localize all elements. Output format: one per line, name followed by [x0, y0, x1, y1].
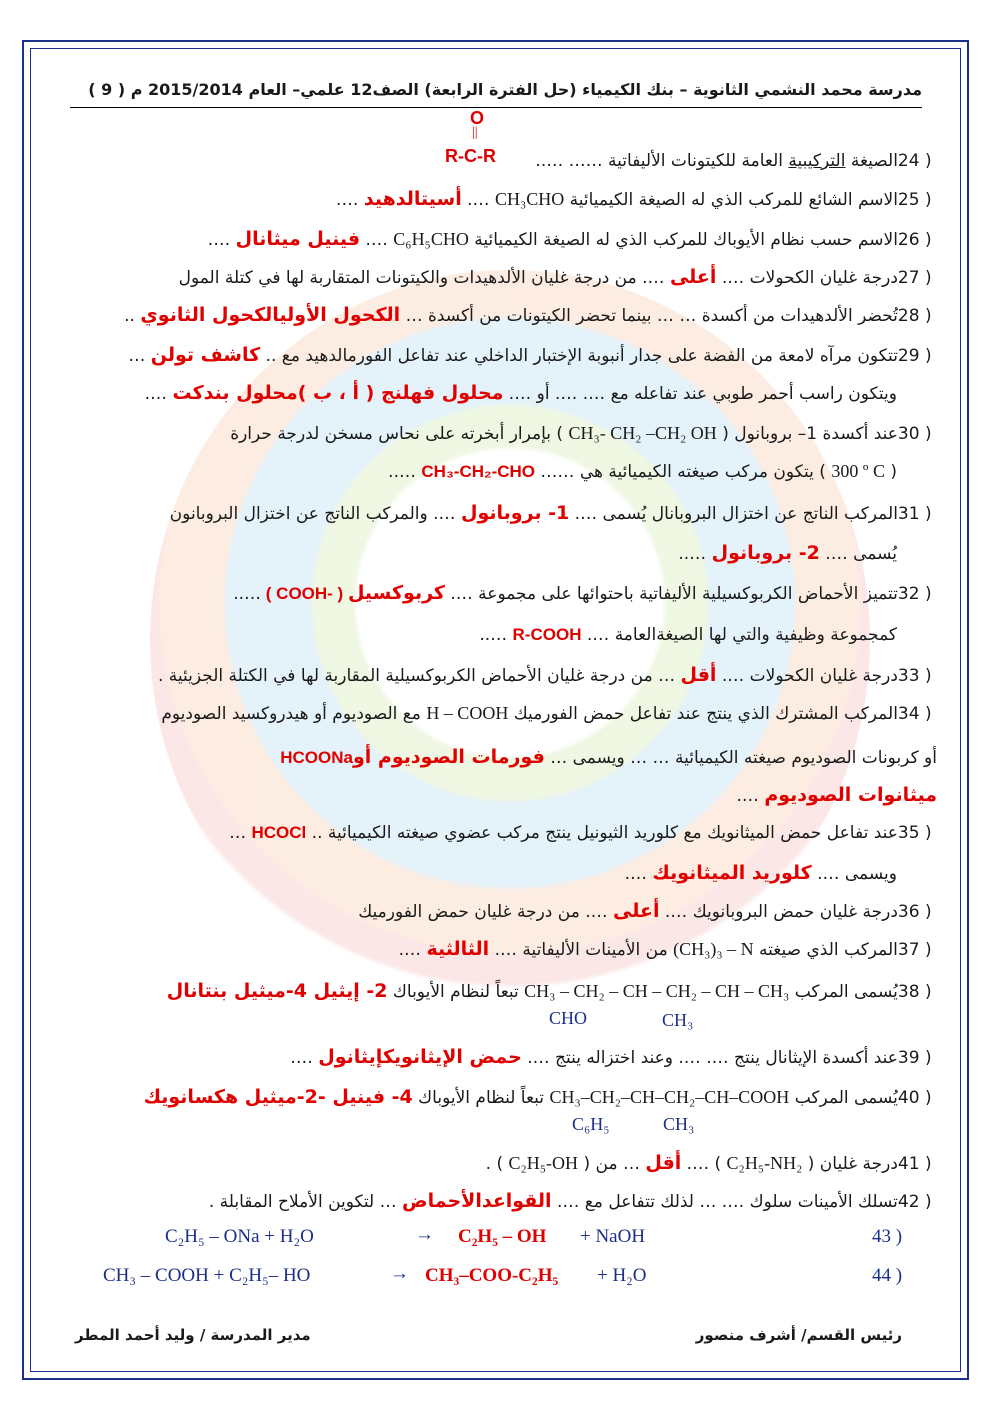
question-text: تسلك الأمينات سلوك ….	[716, 1192, 898, 1212]
question-text-underlined: التركيبية	[788, 151, 846, 171]
equation-43-number: 43 )	[872, 1226, 903, 1247]
question-number: 39 )	[897, 1048, 937, 1068]
answer-formula: HCOONa	[280, 748, 353, 767]
question-text: الصيغة	[845, 151, 898, 171]
question-line	[233, 578, 937, 608]
question-text: …. وعند اختزاله ينتج ….	[521, 1048, 701, 1068]
question-text: ) .	[485, 1154, 509, 1174]
question-text: يُسمى ….	[819, 544, 897, 564]
question-number: 31 )	[897, 504, 937, 524]
answer-text: ميثانوات الصوديوم	[764, 784, 937, 806]
question-number: 32 )	[897, 584, 937, 604]
answer-text: 4- فينيل -2-ميثيل هكسانويك	[143, 1086, 413, 1108]
answer-text: حمض الإيثانويك	[382, 1046, 522, 1068]
question-text: …..	[535, 151, 564, 171]
question-line	[170, 498, 937, 528]
question-text: درجة غليان الكحولات ….	[716, 666, 898, 686]
question-number: 42 )	[897, 1192, 937, 1212]
question-text: (	[884, 462, 897, 482]
question-text: درجة غليان الكحولات ….	[716, 268, 898, 288]
question-text: …..	[678, 544, 712, 564]
answer-text: أقل	[645, 1152, 682, 1174]
header-title: مدرسة محمد النشمي الثانوية – بنك الكيمياء (حل الفترة الرابعة) الصف12 علمي– العام 2015/2014 م ( 9 )	[88, 80, 922, 99]
answer-formula: HCOCl	[251, 823, 307, 842]
question-number: 37 )	[897, 940, 937, 960]
chemical-formula: (CH₃)₃ – N	[673, 939, 754, 959]
answer-text: 1- بروبانول	[460, 502, 570, 524]
question-text: ..	[124, 306, 141, 326]
question-line	[158, 660, 937, 690]
question-text: درجة غليان حمض البروبانويك ….	[659, 902, 898, 922]
answer-text: القواعد	[481, 1190, 552, 1212]
footer-principal: مدير المدرسة / وليد أحمد المطر	[75, 1326, 311, 1344]
chemical-formula: CH₃–CH₂–CH–CH₂–CH–COOH	[549, 1087, 790, 1107]
equation-43-answer: C₂H₅ – OH	[458, 1226, 547, 1247]
question-number: 28 )	[897, 306, 937, 326]
question-text: تتكون مرآه لامعة من الفضة على جدار أنبوبة الإختبار الداخلي عند تفاعل الفورمالدهيد مع ..	[260, 346, 898, 366]
substituent-cho: CHO	[549, 1008, 588, 1028]
chemical-formula: CH₃CHO	[494, 189, 565, 209]
question-text: …..	[388, 462, 422, 482]
header-underline	[70, 107, 922, 108]
question-number: 27 )	[897, 268, 937, 288]
question-text: ويسمى ….	[811, 864, 897, 884]
question-text: تبعاً لنظام الأيوباك	[387, 982, 525, 1002]
chemical-formula: C₂H₅-NH₂	[726, 1153, 803, 1173]
equation-44-answer: CH₃–COO-C₂H₅	[425, 1265, 559, 1286]
answer-text: محلول بندكت	[172, 382, 298, 404]
question-number: 26 )	[897, 230, 937, 250]
answer-text: محلول فهلنج ( أ ، ب )	[297, 382, 504, 404]
question-line	[167, 976, 937, 1006]
question-text: … ويسمى …	[544, 748, 648, 768]
question-line	[128, 340, 937, 370]
equation-44-number: 44 )	[872, 1265, 903, 1286]
answer-text: فورمات الصوديوم أو	[352, 746, 545, 768]
question-text: ويتكون راسب أحمر طوبي عند تفاعله مع ….	[577, 384, 897, 404]
answer-text: أعلى	[613, 900, 660, 922]
question-text: …. من درجة غليان الألدهيدات والكيتونات المتقاربة لها في كتلة المول	[178, 268, 670, 288]
footer-department-head: رئيس القسم/ أشرف منصور	[695, 1326, 902, 1344]
question-text: ….	[144, 384, 173, 404]
question-text: … من (	[578, 1154, 646, 1174]
question-text: ….	[461, 190, 495, 210]
question-text: عند أكسدة 1– بروبانول (	[716, 424, 898, 444]
question-line	[358, 896, 937, 926]
question-number: 30 )	[897, 424, 937, 444]
question-line	[625, 858, 897, 888]
answer-text: 2- بروبانول	[711, 542, 820, 564]
question-text: درجة غليان (	[802, 1154, 898, 1174]
question-text: ….	[336, 190, 364, 210]
question-text: …	[229, 823, 252, 843]
question-text: الاسم حسب نظام الأيوباك للمركب الذي له الصيغة الكيميائية	[468, 230, 898, 250]
chemical-formula: CH₃ – CH₂ – CH – CH₂ – CH – CH₃	[524, 981, 790, 1001]
substituent-methyl-38: CH₃	[662, 1010, 694, 1030]
answer-text: أسيتالدهيد	[363, 188, 462, 210]
question-line	[144, 1082, 937, 1112]
chemical-formula: CH₃- CH₂ –CH₂ OH	[568, 423, 717, 443]
question-line	[161, 698, 937, 728]
question-line	[399, 934, 937, 964]
question-text: الاسم الشائع للمركب الذي له الصيغة الكيميائية	[564, 190, 898, 210]
question-line	[124, 300, 937, 330]
answer-text: 2- إيثيل 4-ميثيل بنتانال	[166, 980, 388, 1002]
question-text: تُحضر الألدهيدات من أكسدة …	[673, 306, 898, 326]
question-number: 38 )	[897, 982, 937, 1002]
question-number: 35 )	[897, 823, 937, 843]
question-line	[737, 780, 938, 810]
question-text: … بينما تحضر الكيتونات من أكسدة …	[400, 306, 674, 326]
question-text: ….	[624, 864, 653, 884]
answer-text: أعلى	[669, 266, 717, 288]
question-text: ) بإمرار أبخرته على نحاس مسخن لدرجة حرارة	[230, 424, 569, 444]
question-line	[280, 742, 937, 772]
question-text: … من درجة غليان الأحماض الكربوكسيلية المقاربة لها في الكتلة الجزيئية .	[157, 666, 681, 686]
equation-44-arrow: →	[390, 1263, 409, 1284]
answer-text: الثالثية	[426, 938, 490, 960]
question-line	[230, 418, 937, 448]
page-header	[70, 80, 922, 106]
question-line	[388, 456, 897, 486]
question-text: تبعاً لنظام الأيوباك	[412, 1088, 550, 1108]
chemical-formula: C₆H₅CHO	[393, 229, 469, 249]
equation-44-reactants: CH₃ – COOH + C₂H₅– HO	[103, 1265, 311, 1286]
question-number: 40 )	[897, 1088, 937, 1108]
equation-43-arrow: →	[415, 1224, 434, 1245]
question-text: …..	[233, 584, 262, 604]
answer-text: إيثانول	[318, 1046, 383, 1068]
answer-text: الأحماض	[402, 1190, 482, 1212]
question-text: ) يتكون مركب صيغته الكيميائية هي ……	[535, 462, 832, 482]
question-line	[145, 378, 897, 408]
question-number: 34 )	[897, 704, 937, 724]
carbonyl-double-bond: ||	[472, 125, 478, 140]
question-line	[535, 146, 937, 176]
question-text: ….	[360, 230, 394, 250]
question-text: يُسمى المركب	[789, 982, 898, 1002]
question-line	[678, 538, 897, 568]
question-text: …	[128, 346, 151, 366]
chemical-formula: C₂H₅-OH	[508, 1153, 579, 1173]
question-line	[209, 1186, 937, 1216]
substituent-phenyl: C₆H₅	[572, 1114, 610, 1134]
carbonyl-oxygen: O	[470, 108, 485, 128]
answer-text: الكحول الثانوي	[140, 304, 280, 326]
question-line	[179, 262, 937, 292]
question-text: ….	[290, 1048, 319, 1068]
chemical-formula: 300 º C	[831, 461, 885, 481]
question-line	[479, 620, 897, 650]
question-number: 24 )	[897, 151, 937, 171]
question-text: عند أكسدة الإيثانال ينتج ….	[700, 1048, 898, 1068]
question-text: يُسمى المركب	[789, 1088, 898, 1108]
question-text: كمجموعة وظيفية والتي لها الصيغةالعامة ….	[581, 625, 897, 645]
answer-text: الكحول الأولي	[279, 304, 401, 326]
question-text: …..	[479, 625, 513, 645]
question-number: 25 )	[897, 190, 937, 210]
question-line	[486, 1148, 937, 1178]
question-text: تتميز الأحماض الكربوكسيلية الأليفاتية باحتوائها على مجموعة ….	[444, 584, 898, 604]
answer-formula: R-COOH	[512, 625, 582, 644]
question-text: ….	[207, 230, 236, 250]
chemical-formula: H – COOH	[426, 703, 509, 723]
question-text: …. أو ….	[503, 384, 578, 404]
question-text: المركب الذي صيغته	[753, 940, 898, 960]
question-line	[229, 818, 937, 848]
answer-text: كربوكسيل	[347, 582, 445, 604]
question-text: ….	[398, 940, 427, 960]
question-text: المركب الناتج عن اختزال البروبانال يُسمى ….	[569, 504, 898, 524]
question-text: المركب المشترك الذي ينتج عند تفاعل حمض الفورميك	[508, 704, 898, 724]
answer-formula: CH₃-CH₂-CHO	[421, 462, 536, 481]
answer-text: كاشف تولن	[150, 344, 261, 366]
question-text: …. والمركب الناتج عن اختزال البروبانون	[169, 504, 461, 524]
question-text: ) ….	[681, 1154, 727, 1174]
substituent-methyl-40: CH₃	[663, 1114, 695, 1134]
answer-text: كلوريد الميثانويك	[652, 862, 812, 884]
question-number: 36 )	[897, 902, 937, 922]
question-text: العامة للكيتونات الأليفاتية ……	[563, 151, 789, 171]
question-number: 33 )	[897, 666, 937, 686]
equation-43-reactants: C₂H₅ – ONa + H₂O	[165, 1226, 314, 1247]
answer-formula: ( COOH- )	[261, 584, 348, 603]
equation-43-rest: + NaOH	[580, 1226, 646, 1247]
question-text: …. من درجة غليان حمض الفورميك	[358, 902, 614, 922]
question-text: أو كربونات الصوديوم صيغته الكيميائية …	[647, 748, 937, 768]
question-text: مع الصوديوم أو هيدروكسيد الصوديوم	[161, 704, 427, 724]
question-text: … لتكوين الأملاح المقابلة .	[208, 1192, 403, 1212]
answer-text: أقل	[680, 664, 717, 686]
ketone-formula: R-C-R	[445, 146, 496, 166]
question-line	[336, 184, 937, 214]
question-number: 29 )	[897, 346, 937, 366]
question-text: … لذلك تتفاعل مع ….	[551, 1192, 717, 1212]
question-number: 41 )	[897, 1154, 937, 1174]
question-text: ….	[736, 786, 765, 806]
question-text: من الأمينات الأليفاتية ….	[489, 940, 674, 960]
answer-text: فينيل ميثانال	[235, 228, 361, 250]
equation-44-rest: + H₂O	[597, 1265, 647, 1286]
question-line	[290, 1042, 937, 1072]
question-text: عند تفاعل حمض الميثانويك مع كلوريد الثيونيل ينتج مركب عضوي صيغته الكيميائية ..	[306, 823, 898, 843]
question-line	[208, 224, 937, 254]
